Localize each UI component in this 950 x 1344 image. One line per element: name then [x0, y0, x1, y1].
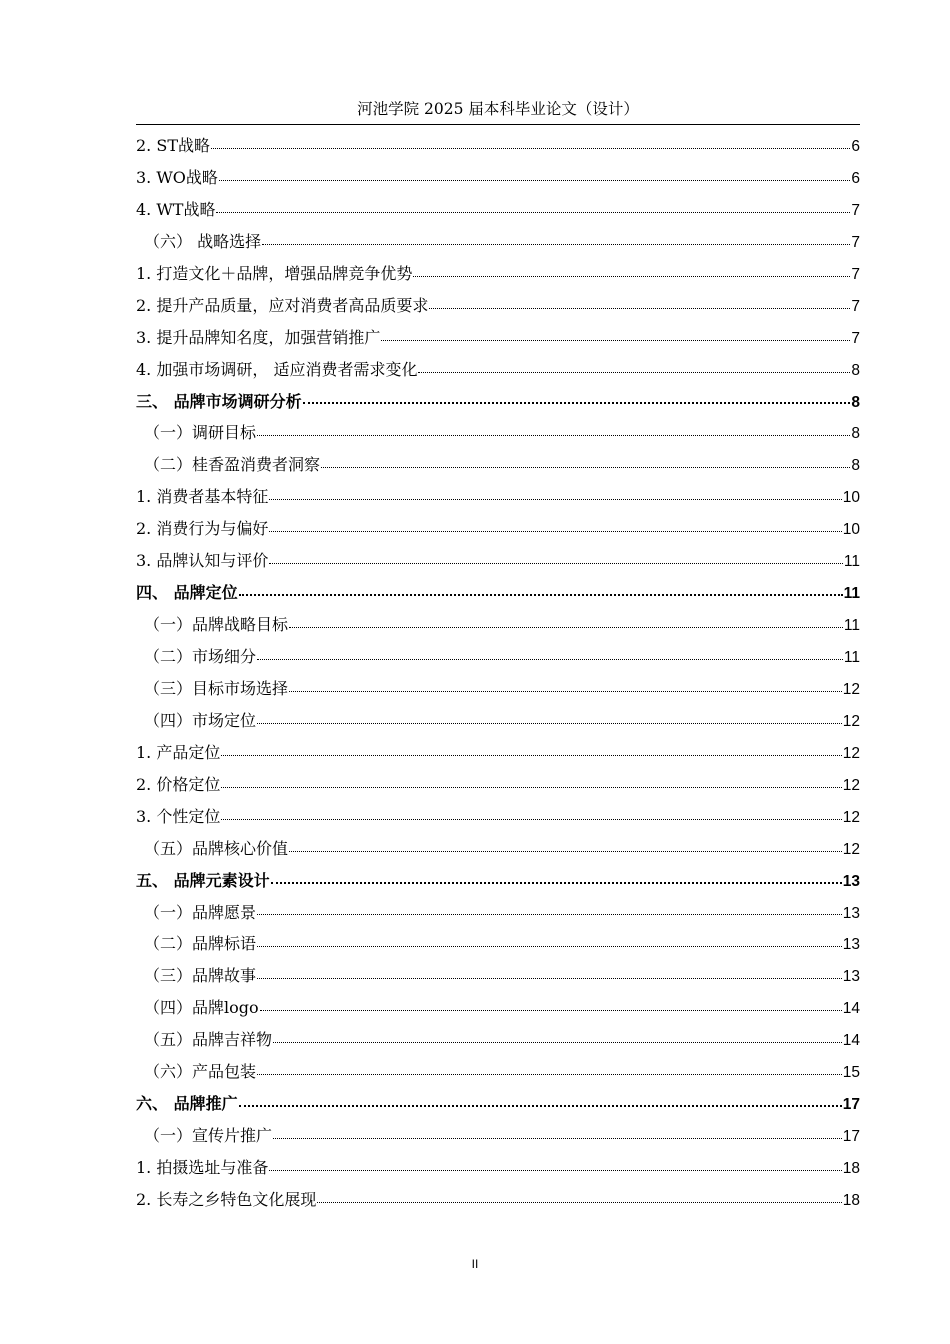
toc-entry-page-number: 12	[842, 808, 860, 826]
toc-entry-title: （五）品牌吉祥物	[144, 1030, 273, 1050]
toc-entry-page-number: 7	[851, 329, 860, 347]
toc-entry-title: （一）品牌战略目标	[144, 615, 289, 635]
toc-entry-page-number: 18	[842, 1191, 860, 1209]
toc-dot-leader	[211, 147, 850, 149]
toc-entry[interactable]	[136, 226, 860, 258]
toc-dot-leader	[381, 339, 850, 341]
toc-entry[interactable]	[136, 513, 860, 545]
toc-entry-page-number: 6	[851, 169, 860, 187]
toc-entry-page-number: 8	[851, 425, 860, 443]
toc-entry[interactable]	[136, 386, 860, 418]
toc-entry-page-number: 7	[851, 265, 860, 283]
toc-entry-page-number: 11	[843, 553, 860, 571]
toc-entry[interactable]	[136, 130, 860, 162]
toc-entry-page-number: 10	[842, 521, 860, 539]
toc-entry-page-number: 12	[842, 776, 860, 794]
toc-entry[interactable]	[136, 258, 860, 290]
toc-entry-title: 4. WT战略	[136, 199, 216, 219]
toc-entry-title: （四）品牌logo	[144, 998, 259, 1018]
page-header-title: 河池学院 2025 届本科毕业论文（设计）	[357, 100, 639, 118]
toc-entry-page-number: 12	[842, 680, 860, 698]
toc-entry[interactable]	[136, 545, 860, 577]
toc-entry-title: 1. 产品定位	[136, 742, 221, 762]
toc-entry-title: 2. 价格定位	[136, 774, 221, 794]
toc-dot-leader	[289, 850, 842, 852]
toc-dot-leader	[257, 434, 850, 436]
toc-entry-title: （六）产品包装	[144, 1062, 257, 1082]
toc-entry[interactable]	[136, 865, 860, 897]
toc-dot-leader	[269, 530, 841, 532]
toc-entry-title: 四、 品牌定位	[136, 583, 238, 603]
toc-entry-page-number: 15	[842, 1064, 860, 1082]
toc-entry-title: 六、 品牌推广	[136, 1094, 238, 1114]
toc-dot-leader	[429, 307, 850, 309]
toc-entry-title: （六） 战略选择	[144, 231, 262, 251]
toc-entry-page-number: 8	[851, 361, 860, 379]
toc-entry[interactable]	[136, 577, 860, 609]
toc-entry-page-number: 8	[851, 393, 860, 411]
toc-entry-title: 1. 拍摄选址与准备	[136, 1158, 269, 1177]
toc-dot-leader	[413, 275, 850, 277]
toc-entry-page-number: 11	[843, 617, 860, 635]
toc-entry[interactable]	[136, 1024, 860, 1056]
toc-entry[interactable]	[136, 1120, 860, 1152]
toc-entry-title: 2. 提升产品质量，应对消费者高品质要求	[136, 295, 429, 315]
toc-dot-leader	[289, 690, 842, 692]
toc-dot-leader	[257, 913, 842, 915]
toc-dot-leader	[317, 1201, 841, 1203]
toc-entry[interactable]	[136, 417, 860, 449]
toc-dot-leader	[257, 1073, 842, 1075]
toc-dot-leader	[257, 658, 843, 660]
toc-entry-title: 2. ST战略	[136, 136, 210, 155]
toc-dot-leader	[289, 626, 843, 628]
toc-entry-title: 4. 加强市场调研， 适应消费者需求变化	[136, 359, 418, 379]
toc-dot-leader	[418, 371, 850, 373]
toc-dot-leader	[221, 786, 841, 788]
toc-dot-leader	[221, 754, 841, 756]
toc-entry-page-number: 7	[851, 201, 860, 219]
page-number: II	[471, 1257, 479, 1271]
toc-entry-page-number: 13	[842, 968, 860, 986]
toc-dot-leader	[269, 562, 843, 564]
toc-dot-leader	[239, 1104, 842, 1107]
toc-entry-title: （二）市场细分	[144, 647, 257, 666]
toc-entry-page-number: 13	[842, 872, 860, 890]
toc-entry-title: 1. 消费者基本特征	[136, 487, 269, 507]
toc-entry-title: 1. 打造文化＋品牌，增强品牌竞争优势	[136, 263, 413, 283]
toc-entry-page-number: 6	[851, 138, 860, 155]
toc-dot-leader	[219, 179, 850, 181]
toc-entry-title: （五）品牌核心价值	[144, 838, 289, 858]
toc-entry[interactable]	[136, 897, 860, 929]
toc-entry[interactable]	[136, 737, 860, 769]
toc-entry-title: （二）品牌标语	[144, 934, 257, 954]
toc-dot-leader	[257, 722, 842, 724]
toc-entry[interactable]	[136, 641, 860, 673]
toc-entry[interactable]	[136, 673, 860, 705]
toc-entry-title: 五、 品牌元素设计	[136, 870, 270, 890]
toc-entry[interactable]	[136, 801, 860, 833]
toc-dot-leader	[262, 243, 850, 245]
toc-entry-title: 3. 个性定位	[136, 806, 221, 826]
toc-entry[interactable]	[136, 928, 860, 960]
toc-entry-title: （二）桂香盈消费者洞察	[144, 455, 321, 475]
toc-entry[interactable]	[136, 290, 860, 322]
toc-entry-page-number: 8	[851, 457, 860, 475]
toc-entry-page-number: 13	[842, 904, 860, 922]
toc-dot-leader	[221, 818, 841, 820]
toc-entry-title: （四）市场定位	[144, 710, 257, 730]
toc-entry-page-number: 10	[842, 489, 860, 507]
table-of-contents	[136, 130, 860, 1216]
toc-entry-title: 3. 品牌认知与评价	[136, 551, 269, 571]
toc-entry[interactable]	[136, 354, 860, 386]
toc-dot-leader	[257, 945, 842, 947]
toc-dot-leader	[321, 466, 850, 468]
toc-entry[interactable]	[136, 769, 860, 801]
toc-dot-leader	[271, 881, 842, 884]
toc-dot-leader	[257, 977, 842, 979]
toc-entry-page-number: 11	[843, 585, 860, 603]
toc-entry-page-number: 12	[842, 744, 860, 762]
toc-entry[interactable]	[136, 705, 860, 737]
toc-dot-leader	[260, 1009, 842, 1011]
toc-entry[interactable]	[136, 1152, 860, 1184]
toc-entry-title: （一）宣传片推广	[144, 1126, 273, 1146]
toc-entry-title: 3. WO战略	[136, 167, 218, 187]
toc-entry[interactable]	[136, 481, 860, 513]
toc-entry[interactable]	[136, 1088, 860, 1120]
toc-entry-page-number: 7	[851, 233, 860, 251]
toc-dot-leader	[273, 1137, 842, 1139]
toc-dot-leader	[269, 1169, 841, 1171]
toc-entry-page-number: 13	[842, 936, 860, 954]
toc-dot-leader	[239, 593, 843, 596]
toc-entry-page-number: 14	[842, 1000, 860, 1018]
header-divider	[136, 124, 860, 125]
toc-entry-title: 三、 品牌市场调研分析	[136, 391, 302, 411]
toc-dot-leader	[216, 211, 850, 213]
toc-entry-title: 3. 提升品牌知名度，加强营销推广	[136, 327, 381, 347]
toc-entry-title: （一）调研目标	[144, 423, 257, 443]
toc-entry-page-number: 14	[842, 1032, 860, 1050]
toc-entry[interactable]	[136, 833, 860, 865]
toc-entry[interactable]	[136, 449, 860, 481]
toc-entry-page-number: 17	[842, 1128, 860, 1146]
toc-entry[interactable]	[136, 960, 860, 992]
toc-entry[interactable]	[136, 1056, 860, 1088]
toc-dot-leader	[269, 498, 841, 500]
toc-dot-leader	[303, 401, 851, 404]
toc-entry[interactable]	[136, 609, 860, 641]
toc-entry-title: （三）品牌故事	[144, 966, 257, 986]
toc-entry[interactable]	[136, 194, 860, 226]
toc-entry-title: 2. 消费行为与偏好	[136, 519, 269, 539]
toc-entry[interactable]	[136, 162, 860, 194]
toc-entry-page-number: 11	[843, 649, 860, 666]
toc-entry[interactable]	[136, 322, 860, 354]
toc-entry-page-number: 17	[842, 1096, 860, 1114]
toc-entry-page-number: 7	[851, 297, 860, 315]
toc-dot-leader	[273, 1041, 842, 1043]
toc-entry-page-number: 12	[842, 712, 860, 730]
toc-entry-title: （一）品牌愿景	[144, 902, 257, 922]
toc-entry[interactable]	[136, 992, 860, 1024]
toc-entry-title: 2. 长寿之乡特色文化展现	[136, 1189, 317, 1209]
toc-entry-page-number: 18	[842, 1160, 860, 1177]
toc-entry-title: （三）目标市场选择	[144, 678, 289, 698]
toc-entry[interactable]	[136, 1184, 860, 1216]
toc-entry-page-number: 12	[842, 840, 860, 858]
